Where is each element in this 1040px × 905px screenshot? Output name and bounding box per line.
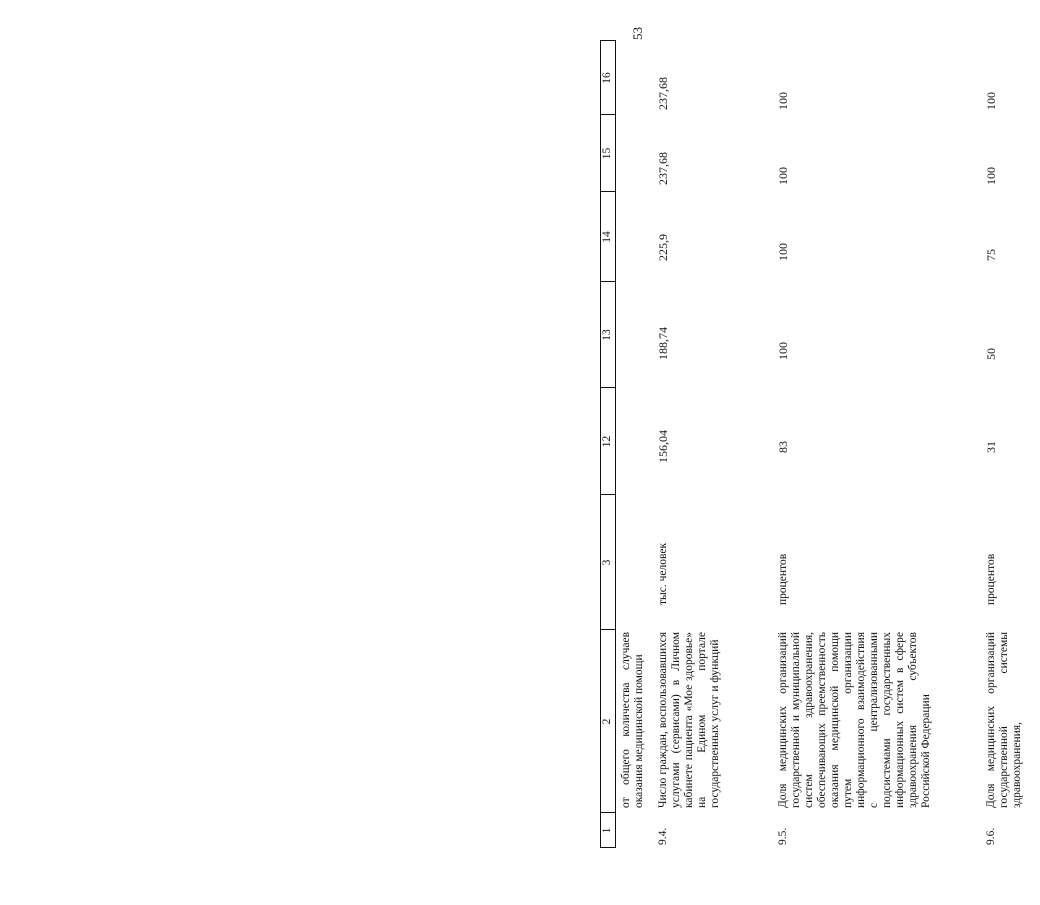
header-bottom-rule xyxy=(615,40,616,848)
value-col15: 100 xyxy=(984,167,998,185)
value-col16: 100 xyxy=(776,92,790,110)
column-header: 2 xyxy=(601,718,613,725)
continuation-text: от общего количества случаев оказания медицинской помощи xyxy=(620,632,645,808)
column-header: 16 xyxy=(601,72,613,84)
value-col15: 237,68 xyxy=(656,152,670,185)
row-unit: процентов xyxy=(985,553,997,605)
value-col16: 237,68 xyxy=(656,77,670,110)
row-unit: процентов xyxy=(777,553,789,605)
column-header: 14 xyxy=(601,231,613,243)
row-number: 9.4. xyxy=(657,827,669,845)
value-col14: 225,9 xyxy=(656,234,670,261)
column-header: 12 xyxy=(601,435,613,448)
column-header: 13 xyxy=(601,329,613,341)
value-col15: 100 xyxy=(776,167,790,185)
value-col16: 100 xyxy=(984,92,998,110)
row-number: 9.6. xyxy=(985,827,997,845)
value-col14: 100 xyxy=(776,243,790,261)
value-col13: 100 xyxy=(776,342,790,360)
row-unit: тыс. человек xyxy=(657,542,669,605)
column-header: 1 xyxy=(601,827,613,834)
page-number: 53 xyxy=(630,27,645,40)
column-header: 15 xyxy=(601,147,613,160)
column-header: 3 xyxy=(601,559,613,566)
row-description: Доля медицинских организаций государственной и муниципальной систем здравоохранения, обеспечивающих преемственность оказания медицинской помощи путем организации информационного взаимодействия с централизованными подсистемами государственных информационных систем в сфере здравоохранения субъектов Российской Федерации xyxy=(777,632,932,808)
value-col12: 83 xyxy=(776,441,790,453)
row-description: Доля медицинских организаций государственной системы здравоохранения, xyxy=(985,632,1023,808)
value-col13: 50 xyxy=(984,348,998,360)
data-table xyxy=(600,40,1040,848)
value-col12: 156,04 xyxy=(656,430,670,463)
value-col13: 188,74 xyxy=(656,327,670,360)
value-col14: 75 xyxy=(984,249,998,261)
value-col12: 31 xyxy=(984,441,998,453)
row-description: Число граждан, воспользовавшихся услугами (сервисами) в Личном кабинете пациента «Мое здоровье» на Едином портале государственных услуг и функций xyxy=(657,632,721,808)
row-number: 9.5. xyxy=(777,827,789,845)
